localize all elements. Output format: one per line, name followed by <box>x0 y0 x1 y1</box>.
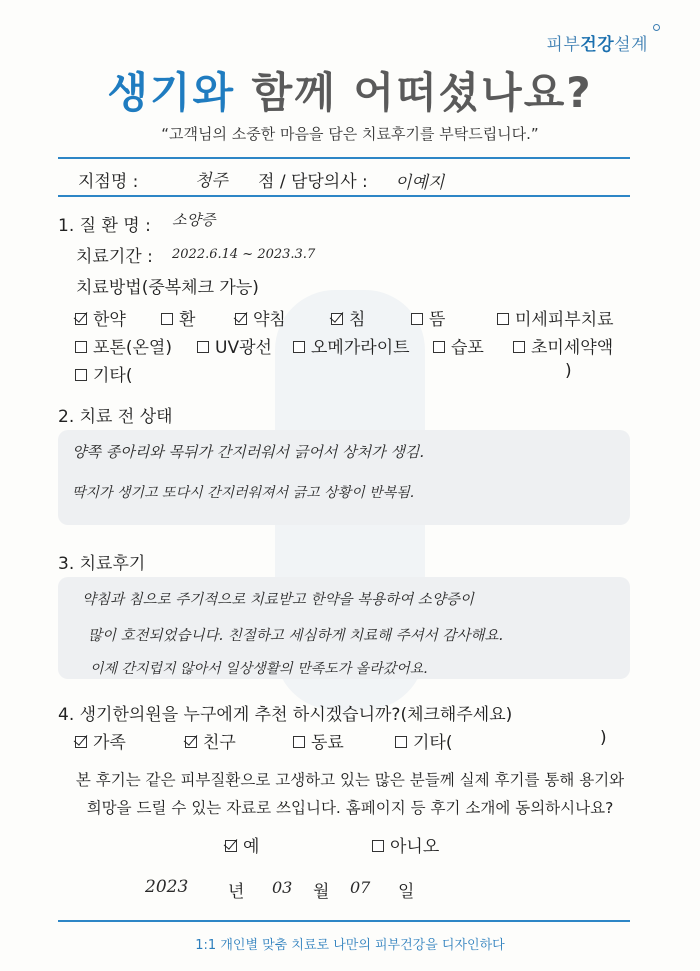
footer-slogan: 1:1 개인별 맞춤 치료로 나만의 피부건강을 디자인하다 <box>195 938 505 953</box>
checkbox-icon[interactable] <box>75 736 87 748</box>
consent-line-1: 본 후기는 같은 피부질환으로 고생하고 있는 많은 분들께 실제 후기를 통해 용기와 <box>75 771 625 789</box>
section3-line-3: 이제 간지럽지 않아서 일상생활의 만족도가 올라갔어요. <box>90 661 428 677</box>
header-top-rule <box>58 157 630 159</box>
option-herbal[interactable]: 한약 <box>75 305 126 330</box>
page-subtitle: “고객님의 소중한 마음을 담은 치료후기를 부탁드립니다.” <box>161 125 539 143</box>
footer-rule <box>58 920 630 922</box>
brand-text-bold: 건강 <box>580 35 615 55</box>
consent-yes[interactable]: 예 <box>225 832 259 857</box>
option-pill[interactable]: 환 <box>161 305 195 330</box>
branch-value[interactable]: 청주 <box>195 171 228 191</box>
section2-line-2: 딱지가 생기고 또다시 간지러워져서 긁고 상황이 반복됨. <box>72 485 415 501</box>
option-micro-skin[interactable]: 미세피부치료 <box>497 305 614 330</box>
consent-line-2: 희망을 드릴 수 있는 자료로 쓰입니다. 홈페이지 등 후기 소개에 동의하시나요? <box>86 799 614 817</box>
section2-line-1: 양쪽 종아리와 목뒤가 간지러워서 긁어서 상처가 생김. <box>72 443 425 461</box>
option-pharmacopuncture[interactable]: 약침 <box>235 305 286 330</box>
checkbox-icon[interactable] <box>235 313 247 325</box>
checkbox-icon[interactable] <box>75 369 87 381</box>
title-part-1: 생기와 <box>107 68 252 117</box>
section3-title: 3. 치료후기 <box>58 554 146 574</box>
checkbox-icon[interactable] <box>225 840 237 852</box>
section3-line-2: 많이 호전되었습니다. 친절하고 세심하게 치료해 주셔서 감사해요. <box>88 628 504 644</box>
checkbox-icon[interactable] <box>497 313 509 325</box>
section4-title: 4. 생기한의원을 누구에게 추천 하시겠습니까?(체크해주세요) <box>58 705 513 725</box>
brand-dot-icon <box>653 24 660 31</box>
checkbox-icon[interactable] <box>197 341 209 353</box>
brand-text-post: 설계 <box>614 35 648 55</box>
doctor-label: 점 / 담당의사 : <box>258 172 368 192</box>
title-part-3: 어떠셨나요? <box>353 68 593 117</box>
date-day-label: 일 <box>398 882 415 902</box>
branch-label: 지점명 : <box>78 172 139 192</box>
checkbox-icon[interactable] <box>411 313 423 325</box>
checkbox-icon[interactable] <box>395 736 407 748</box>
doctor-value[interactable]: 이예지 <box>395 173 445 193</box>
recommend-other-close: ) <box>600 728 607 748</box>
date-day-value[interactable]: 07 <box>350 878 371 897</box>
date-month-value[interactable]: 03 <box>272 878 293 897</box>
option-uv[interactable]: UV광선 <box>197 333 272 358</box>
section2-title: 2. 치료 전 상태 <box>58 407 173 427</box>
recommend-colleague[interactable]: 동료 <box>293 728 344 753</box>
checkbox-icon[interactable] <box>513 341 525 353</box>
recommend-other[interactable]: 기타( <box>395 728 452 753</box>
title-part-2: 함께 <box>251 68 354 117</box>
checkbox-icon[interactable] <box>331 313 343 325</box>
page-title <box>0 60 700 120</box>
checkbox-icon[interactable] <box>433 341 445 353</box>
option-other[interactable]: 기타( <box>75 361 132 386</box>
period-value[interactable]: 2022.6.14 ~ 2023.3.7 <box>172 247 316 262</box>
method-label: 치료방법(중복체크 가능) <box>76 278 259 298</box>
section1-title: 1. 질 환 명 : <box>58 216 151 236</box>
date-month-label: 월 <box>313 882 330 902</box>
option-other-close: ) <box>565 361 572 381</box>
option-compress[interactable]: 습포 <box>433 333 484 358</box>
brand-text-pre: 피부 <box>546 35 581 55</box>
period-label: 치료기간 : <box>76 247 153 267</box>
date-year-value[interactable]: 2023 <box>145 877 189 897</box>
option-photon[interactable]: 포톤(온열) <box>75 333 172 358</box>
checkbox-icon[interactable] <box>293 341 305 353</box>
recommend-family[interactable]: 가족 <box>75 728 126 753</box>
option-omega[interactable]: 오메가라이트 <box>293 333 410 358</box>
option-acupuncture[interactable]: 침 <box>331 305 365 330</box>
section3-line-1: 약침과 침으로 주기적으로 치료받고 한약을 복용하여 소양증이 <box>82 592 474 608</box>
checkbox-icon[interactable] <box>372 840 384 852</box>
option-moxibustion[interactable]: 뜸 <box>411 305 445 330</box>
date-year-label: 년 <box>228 882 245 902</box>
checkbox-icon[interactable] <box>75 341 87 353</box>
consent-no[interactable]: 아니오 <box>372 832 439 857</box>
recommend-friend[interactable]: 친구 <box>185 728 236 753</box>
header-bottom-rule <box>58 195 630 197</box>
option-micro-solution[interactable]: 초미세약액 <box>513 333 613 358</box>
checkbox-icon[interactable] <box>161 313 173 325</box>
brand-logo <box>546 30 648 55</box>
checkbox-icon[interactable] <box>293 736 305 748</box>
checkbox-icon[interactable] <box>75 313 87 325</box>
checkbox-icon[interactable] <box>185 736 197 748</box>
disease-value[interactable]: 소양증 <box>172 211 216 229</box>
